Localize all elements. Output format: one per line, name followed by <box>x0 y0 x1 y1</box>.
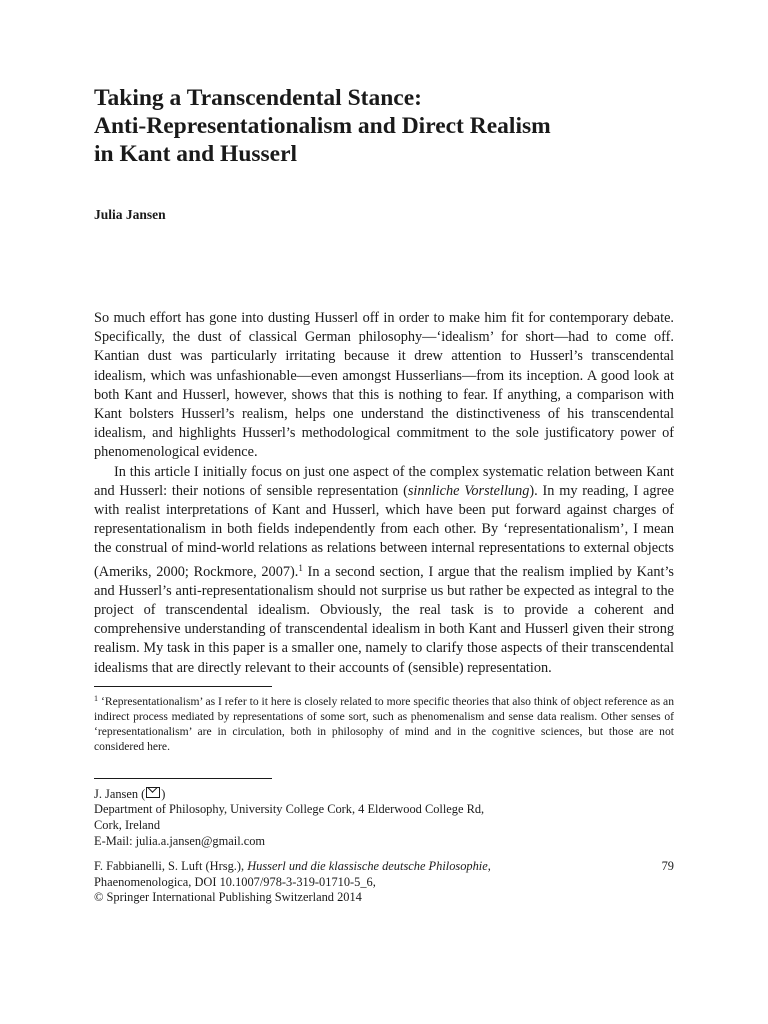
title-line-2: Anti-Representationalism and Direct Realism <box>94 113 551 139</box>
paragraph-2-part-b: ). In my reading, I agree with realist interpretations of Kant and Husserl, which have been put forward against charges of representationalism in both fields independently from each other. By ‘representationalism’, I mean the construal of mind-world relations as relations between internal representations to external objects (Ameriks, 2000; Rockmore, 2007). <box>94 482 675 580</box>
citation-title-comma: , <box>487 859 491 874</box>
page-number: 79 <box>661 859 674 874</box>
affiliation-name-line <box>94 787 674 803</box>
footnote-number: 1 <box>94 693 98 703</box>
paragraph-2-part-a: In this article I initially focus on just one aspect of the complex systematic relation between Kant and Husserl: their notions of sensible representation ( <box>94 463 674 499</box>
affiliation-email[interactable]: E-Mail: julia.a.jansen@gmail.com <box>94 833 266 848</box>
footnote-reference[interactable]: 1 <box>298 562 303 573</box>
citation-line-1 <box>94 859 674 875</box>
affiliation-department: Department of Philosophy, University College Cork, 4 Elderwood College Rd, <box>94 802 485 817</box>
author-name: Julia Jansen <box>94 207 166 222</box>
paper-page <box>94 84 674 906</box>
affiliation-divider <box>94 778 272 779</box>
author-short-name: J. Jansen ( <box>94 786 146 801</box>
citation-editors: F. Fabbianelli, S. Luft (Hrsg.), <box>94 859 248 874</box>
affiliation-block <box>94 787 674 849</box>
paragraph-2 <box>94 463 674 678</box>
envelope-icon <box>146 787 160 798</box>
footnote <box>94 691 674 754</box>
citation-series-doi: Phaenomenologica, DOI 10.1007/978-3-319-01710-5_6, <box>94 874 376 889</box>
footnote-text: ‘Representationalism’ as I refer to it here is closely related to more specific theories that also think of object reference as an indirect process mediated by representations of some sort, such as phenomenalism and sense data realism. Other senses of ‘representationalism’ are in circulation, both in philosophy of mind and in the cognitive sciences, but those are not considered here. <box>94 694 674 753</box>
paragraph-1: So much effort has gone into dusting Husserl off in order to make him fit for contemporary debate. Specifically, the dust of classical German philosophy—‘idealism’ for short—had to come off. Kantian dust was particularly irritating because it drew attention to Husserl’s transcendental idealism, which was unfashionable—even amongst Husserlians—from its inception. A good look at both Kant and Husserl, however, shows that this is nothing to fear. If anything, a comparison with Kant bolsters Husserl’s realism, helps one understand the distinctiveness of his transcendental idealism, and highlights Husserl’s methodological commitment to the sole justificatory power of phenomenological evidence. <box>94 310 674 461</box>
paper-title <box>94 84 674 168</box>
paragraph-2-part-c: In a second section, I argue that the realism implied by Kant’s and Husserl’s anti-representationalism should not surprise us but rather be expected as integral to the project of transcendental idealism. Obviously, the real task is to provide a coherent and comprehensive understanding of transcendental idealism in both Kant and Husserl given their strong realism. My task in this paper is a smaller one, namely to clarify those aspects of their transcendental idealisms that are directly relevant to their accounts of (sensible) representation. <box>94 563 674 676</box>
citation-block <box>94 859 674 906</box>
paragraph-2-italic-term: sinnliche Vorstellung <box>407 482 530 499</box>
citation-book-title: Husserl und die klassische deutsche Philosophie <box>247 859 488 874</box>
citation-copyright: © Springer International Publishing Switzerland 2014 <box>94 890 362 905</box>
title-line-3: in Kant and Husserl <box>94 141 298 167</box>
author-short-name-close: ) <box>161 786 166 801</box>
affiliation-location: Cork, Ireland <box>94 818 161 833</box>
title-line-1: Taking a Transcendental Stance: <box>94 85 422 111</box>
body-text <box>94 309 674 678</box>
footnote-divider <box>94 686 272 687</box>
